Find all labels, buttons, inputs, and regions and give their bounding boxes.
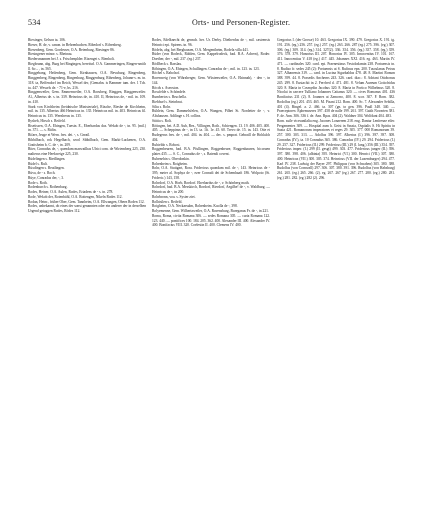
- index-entry: Roggenbeuren, bad. B.A. Pfullingen, Roggenbeure, Roggenbauren, bicoruen plates 435. — S. C., Conradus de -, s. Baiendi covent.: [152, 147, 270, 156]
- index-entry: Rüva, de - s. Roch.: [28, 171, 56, 175]
- index-entry: Rüder (von Rodeck, Rüblen, Gem. Kappelrodeck, bad. B.A. Achern), Roder. Doether, der -, mil. 237. (eg.) 237.: [152, 52, 270, 61]
- index-entry: Riter, Conradus de, -, quendam marwatlhas Ulrici com. de Wirtemberg 225, 230. malterus eine Heekweige 225, 230.: [28, 147, 146, 156]
- page-header: [28, 18, 400, 30]
- index-entry: Röchel s. Rabolsof.: [152, 71, 181, 76]
- index-entry: Rüdel s. Rult.: [28, 161, 48, 166]
- index-entry: Stark von Kirchheim (heidnische Ministeriale), Rüsche, Riesbe de Kirchheim, mil. tn. 135. Albertus 466 Heinricus tn. 135. Heinricus mil. tn. 403. Heinricus fil. Heinricus tn. 135. Wernherus tn. 135.: [28, 104, 146, 118]
- index-entry: Rüye, Conradus der, -, 3.: [28, 175, 64, 180]
- index-entry: Rohrdorf, bad. B.A. Messkirch, Rordorf, Rierdorf, Aegilbe! de -, v. Waldburg. — Heinricus de -, tn 200.: [152, 185, 270, 194]
- index-column-3: [277, 38, 395, 181]
- index-entry: Rüdelingen s. Riedlingen.: [28, 156, 66, 161]
- index-column-2: [152, 38, 270, 228]
- index-entry: Rubenehin s. Oberdonkin.: [152, 156, 190, 161]
- index-entry: Rodenburch s. Rothenburg.: [28, 185, 68, 190]
- index-entry: Siltu s. Rohr.: [152, 104, 171, 109]
- index-entry: Rötingen, bei. A.D. Aub, Bez., Villingen, Roth., Schiengen. 13. 19. 406. 405. 400. 405. — Scheppinus de -, tn 13. ta. 1ft. 1e. 45. 60. Trevo de. 15. tn. 143. Otte et Rudegerus fres. de -, mil. 404. tn. 404. — dec. s. pmprat. Gebraill de Hohlalch 404.: [152, 123, 270, 142]
- index-entry: Ringgenweiler, Gem. Emmenweiler, O.A. Roruberg, Ringgen, Ringgenweiler. Al., Albertus de. s. tn. 339. Heinricus de, tn. 410. II, Heinricus de, - mil. tn. 109. tn. 410.: [28, 90, 146, 104]
- index-entry: Rolyemenne, Gem. Wilhertzweiler, O.A. Ravensburg, Bureganus Fr. de -, tn 221.: [152, 209, 269, 213]
- index-entry: Rysbeb, Hirsch s. Reifeld.: [28, 118, 66, 123]
- page-number: 534: [28, 18, 41, 27]
- index-entry: Rolhtsilen s. Reifeld.: [152, 199, 183, 204]
- index-entry: Rüxdingen s. Reutlingen.: [28, 166, 65, 171]
- index-entry: Rossfelde s. Schöndele.: [152, 90, 187, 95]
- index-entry: Rohrdorf, O.A. Horb, Rordorf. Eberhardus de -, v. Schönberg math.: [152, 180, 250, 185]
- index-entry: Ribbilbach, rok Hegelbach, wool Sibbilbach, Gem. Markt-Luckenen, O.A. Graitsheim b. C. de -, tn. 209.: [28, 137, 146, 147]
- index-entry: Rieser, H. de, v. canon. in Behrenbuchen. Ribedorf s. Rifrenberg.: [28, 42, 122, 47]
- index-entry: Rumbertos s. Bruchella.: [152, 95, 187, 99]
- index-entry: Riesingener minor. s. Rheinau.: [28, 52, 73, 57]
- index-entry: Rodes, unbekannt, ob eines der sonst genannten oder ein anderer der in derselben Urgend getaggen Rodes, Rödes 112.: [28, 204, 146, 213]
- page-title: Orts- und Personen-Register.: [192, 18, 291, 27]
- index-entry: Rode s. Roth.: [28, 180, 48, 185]
- index-entry: Gregorius I. (der Grosse) 10. 463. Gregorius IX. 390. 479. Gregorius X. 191. tg. 191. 256. (eg.) 256. 257. (eg.) 257. (eg.) 263. 266. 287 (eg.) 275. 396. (eg.) 307. 306. (eg.) 309. 314. (eg.) 314. 327(2). 336. 354. 356. (eg.) 357. 358. (eg.) 359. 376. 378. 379. Honorius III. 207. Honorius IV. 305. Innocentius IV. 101. 167. 411. Innocentius V. 418 (eg.) 417. 445. Johannes XXI. 416. eg. 463. Martin IV. 471. — cardinales 320. card. epi. Praenestinus Vestolodamin 238. Portuensis tn. 8. Rudiso fr. sedes 245 (2): Portuensis ut S. Rufinus epn. 200. Tusculanus Petrus 327. Albanensis 319. — card. in Lucina Sigarbaldus 478. 48. 8. Martini Ronum 388. 399. 44. 8. Praxedis Ancherns 243. 326. card. diac.: 8. Adriani Ottobonus 245. 299. 8. Eustachii in 2. Ferrfred d. 471. 481. 8. Velum Aureum Gottofridus 320. 8. Maria in Cosmydin Jacobus 320. 8. Maria in Portico Wilhelmus 320. 8. Nicolai in carcere Tulliano Johannes Caitanus 320. — cives Romanus 401. 436 Bonifacius 231 (2). 8. Joannes at Zamorro, 400. 8. scor. 307. F. Rom. 382. Rodolfus (eg.) 201. 453. 465. M. Pisani 212. Rom. 400. Sc. 7. Alexander Sebilla, 401 (4). Bingel. a. 2. 466. ta. 307 (gn. to gen. 396. Paull 348. 340. — Praeceptores: Ephemsseres 397. 458 de nalle 199. 261. 397. Gaith Novarien 381. F. de. Ann. 306. 336 f. de. Ann. Rpas. 404 (2). Waldner 304. Wolfdant 404. 483.: [277, 38, 395, 118]
- index-entry: Riesenberg, Gem. Gordesser, O.A. Beienburg, Riesinger 86.: [28, 47, 115, 52]
- index-entry: Stittia s. Rolt.: [152, 118, 172, 123]
- index-entry: Rorenweig (von Wihrzberger, Gem. Wüstenweiler, O.A. Ebinnab), - den -, tn 144.: [152, 76, 270, 85]
- index-entry: Riebhsel s. Steinbrut.: [152, 99, 183, 104]
- index-entry: Rifaer, Jeuge et Wern. fres. dei. -, s. Greail.: [28, 133, 91, 137]
- index-entry: Riegbrunn, abg. Burg bei Ringingen, bereitsrl. O.A. Gammeringen, Ringen-smith ll. 6o – , tn. 565.: [28, 61, 146, 71]
- index-entry: Rohenheim s. Roigheim.: [152, 161, 188, 166]
- index-entry: Rodan, Heinr., früher Ober, Gem. Tannheim, O.A. Ellwangen, Obern Roden 112.: [28, 199, 145, 204]
- index-entry: Röcds s. Aseoston.: [152, 85, 180, 90]
- index-entry: Rodes, Edelknecht de, gennch. her. Ur. Derby. Dietherdus de -, mil. castrensis Heinrici epi. Spirens. tn. 96.: [152, 38, 270, 47]
- index-entry: Riedersmannen bei J. s. Frischenplder. Rixenget s. Bienholt.: [28, 57, 115, 61]
- index-entry: Rohr, O.A. Stuttgart, Rora. Fridericus quondam mil. de -, 143. Heinricus de - 395; meter al. Sophya de -, ezer Conradi dei de Schemhaaft 186. Wolpoto (St. Frideric.) 143, 158.: [152, 166, 270, 180]
- index-entry: Risetissen, O.A. Ehingen, Tuesin. E., Eberhardus dus. Wekob de -, tn. 95. (mil.) tn. 371. — s. Rüfin.: [28, 123, 146, 133]
- index-entry: Rühlein, Gem. Dammelsfelen, O.A. Wangen, Pilbet St. Nordetter de -, v. Altshausen. Adilinge s. H. collins.: [152, 109, 270, 118]
- index-entry: Röbingen, O.A. Ehingen, Schullingen. Conradus de -, mil. tn. 123. tn. 123.: [152, 66, 260, 71]
- index-entry: Rubieldo s. Robost.: [152, 142, 181, 147]
- index-column-1: [28, 38, 146, 214]
- index-entry: Roigheim, O.A. Neckarsulm, Rohenheim. Kuolla de -, 398.: [152, 204, 238, 209]
- index-entry: Rodes, Heiner, O.A. Aulen, Rodes, Eriadens de - s. tn. 278.: [28, 190, 114, 194]
- index-entry: Rode, Wekob der, Rotenbühl, O.A. Rottengen, Nikeln Rodes 112.: [28, 194, 123, 199]
- index-entry: Rom. suile vicesantlalia eng. Jacones Lonzerem 218. eng. Dantur Lenfresne eiler. Pergamentes 309. — Hospital zum h. Geist in Sassia, Ospitalis S. Hi Spiritu in Saxia 421. Romanorum imperatores et reges 29. 305. 377. 000 Romanorum 39. 257. 300. 303. 313. — Adolfus 396. 397. Albertus (I.) 396. 397. 397. 308. Conradus (IV.), ta. 10 Conradus 365. 386. Conradus (IV.) 29. 294. Fridericus (I.) 29. 257. 327. Fridericus (II.) 299. Fridericus (III.) 29 (I. lang.) 356 (III.) 354. 397. Fridericus imper. (I.) 299 (II. gesgt) 499. 303. 477. Fridericus junger (II.) 396. 397. 380. 398. 406. (albinia) 395. Heinrici (VI.) 300. Henrici (VII.) 307. 380. 400. Heinricus (VII.) 300. 305. 374. Heinricus (VII. der Luxemburger) 294. 477. Karl IV. 238. Ludwig der Bayer 297. Philippus (von Schwaben) 305. 380. 388. Rudolfus (von Cornwall) 297. 306. 307. 380. 391. 396. Rudolfus (von Habsburg) 261. 265. (eg.) 265. 266. (2). eg. 267. 267 (eg.) 267. 277. 280. (eg.) 280. 281. (eg.) 281. 282. (eg.) 282 (2). 296.: [277, 118, 395, 180]
- index-entry: Roma, Roma, civita Romana 306. — sedes Romana 305. — curia Romana 122. 123. 440. — pontifices 100. 184. 205. 362. 400. Alexander III. 400. Alexander IV. 400. Bonifacius VIII. 320. Coelestin II. 400. Clemens IV. 400.: [152, 213, 271, 228]
- index-entry: Rödlbeck s. Rasslau.: [152, 61, 182, 66]
- index-entry: Rödeln, abg. bei Berghausen, O.A. Mergentheim, Rodela villa 441.: [152, 47, 249, 52]
- index-entry: Rohrbronn, voa. s. Syster ziet.: [152, 194, 196, 199]
- index-entry: Riexinger, Gelson ta. 106.: [28, 38, 66, 42]
- index-entry: Ringgebang, Heilenberg, Gem. Kirnhausen, O.A. Bevuburg, Ringenberg, Ringgenberg, Ringenberg, Ringenburg, Ringgenburg. Rihenberg, Johann-s. m. tn. 318. ta, Beffendorf im Reich, Wessel der, (Gemahn. is Bammer tum. der. 1 Tcb. ta. 447. Wessels de. - 71-e, bs. 216.: [28, 71, 146, 90]
